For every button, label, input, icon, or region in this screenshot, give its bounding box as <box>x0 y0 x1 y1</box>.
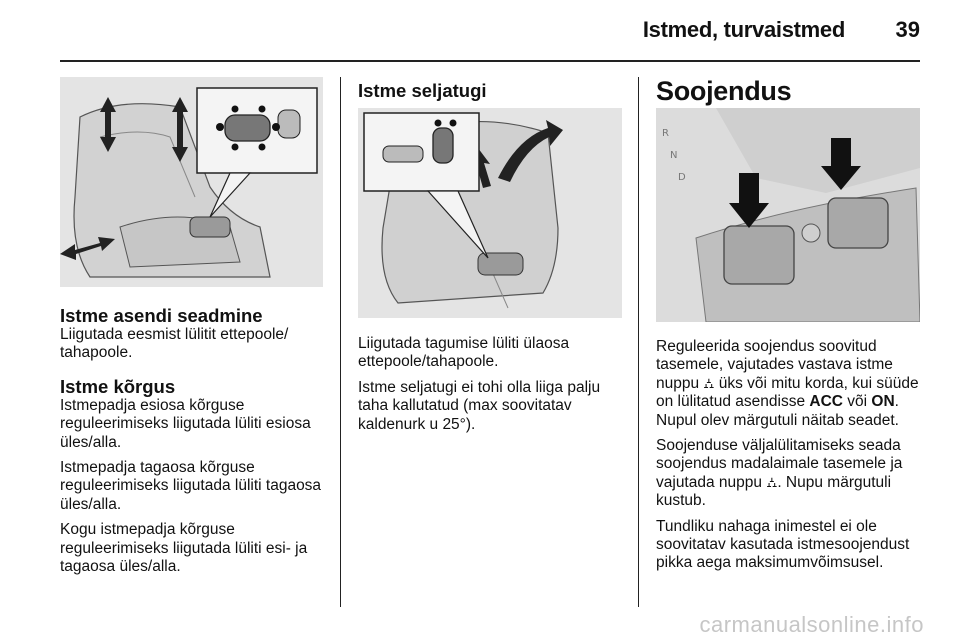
seat-heating-buttons-illustration <box>656 108 920 322</box>
column-3-text <box>656 338 926 580</box>
column-1-text <box>60 305 332 583</box>
heated-seat-icon: ⛼ <box>766 474 778 491</box>
header-title: Istmed, turvaistmed <box>642 17 845 42</box>
column-divider-2 <box>638 77 639 607</box>
heating-off-instruction: Soojenduse väljalülitamiseks seada soojendus madalaimale tasemele ja vajutada nuppu ⛼. Nupu märgutuli kustub. <box>656 437 903 510</box>
column-2-text <box>358 335 626 441</box>
section-heading-seat-height: Istme kõrgus <box>60 375 176 397</box>
heating-warning: Tundliku nahaga inimestel ei ole soovitatav kasutada istmesoojendust pikka aega maksimumvõimsusel. <box>656 517 910 572</box>
backrest-warning: Istme seljatugi ei tohi olla liiga palju taha kallutatud (max soovitatav kaldenurk u 25°). <box>358 378 601 433</box>
watermark: carmanualsonline.info <box>699 612 924 637</box>
section-heading-backrest: Istme seljatugi <box>358 80 487 101</box>
backrest-instruction: Liigutada tagumise lüliti ülaosa ettepoole/tahapoole. <box>358 335 570 371</box>
header-rule <box>60 60 920 62</box>
seat-height-front-text: Istmepadja esiosa kõrguse reguleerimiseks liigutada lüliti esiosa üles/alla. <box>60 396 311 451</box>
seat-height-rear-text: Istmepadja tagaosa kõrguse reguleerimiseks liigutada lüliti tagaosa üles/alla. <box>60 459 322 513</box>
svg-text:R: R <box>662 128 669 139</box>
column-divider-1 <box>340 77 341 607</box>
page-header <box>0 0 960 60</box>
seat-position-illustration <box>60 77 323 287</box>
heating-instruction: Reguleerida soojendus soovitud tasemele, vajutades vastava istme nuppu ⛼ üks või mitu korda, kui süüde on lülitatud asendisse ACC või ON. Nupul olev märgutuli näitab seadet. <box>656 338 919 429</box>
svg-text:D: D <box>678 172 686 183</box>
seat-position-text: Liigutada eesmist lülitit ettepoole/ tahapoole. <box>60 326 289 362</box>
page-number: 39 <box>895 17 920 42</box>
svg-text:N: N <box>670 150 678 161</box>
section-heading-seat-position: Istme asendi seadmine <box>60 305 263 326</box>
ignition-on: ON <box>871 393 895 411</box>
section-title-heating: Soojendus <box>656 76 792 106</box>
seat-height-full-text: Kogu istmepadja kõrguse reguleerimiseks liigutada lüliti esi- ja tagaosa üles/alla. <box>60 521 308 576</box>
backrest-illustration <box>358 108 622 318</box>
ignition-acc: ACC <box>809 393 843 411</box>
heated-seat-icon: ⛼ <box>703 375 715 392</box>
